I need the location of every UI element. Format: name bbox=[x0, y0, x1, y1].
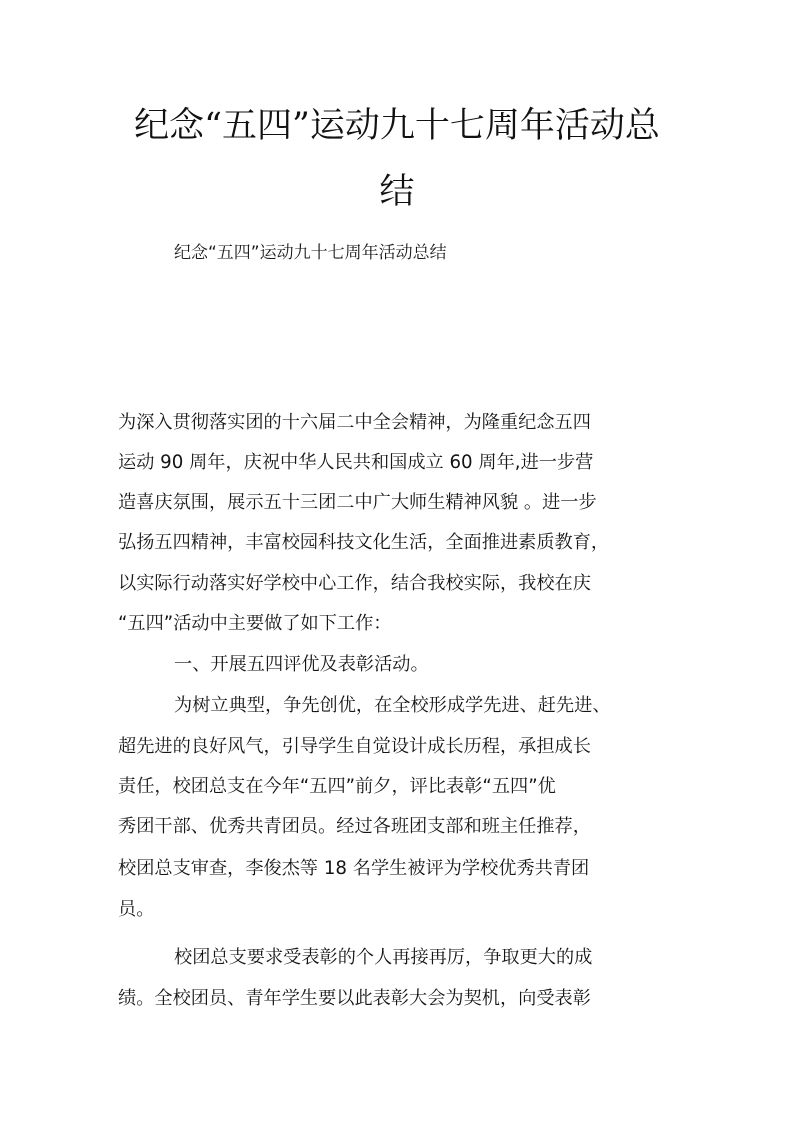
paragraph-line: 为树立典型，争先创优，在全校形成学先进、赶先进、 bbox=[174, 695, 611, 716]
paragraph-line: 以实际行动落实好学校中心工作，结合我校实际，我校在庆 bbox=[118, 573, 591, 594]
paragraph-line: 校团总支要求受表彰的个人再接再厉，争取更大的成 bbox=[174, 947, 593, 968]
section-heading: 一、开展五四评优及表彰活动。 bbox=[174, 654, 429, 675]
document-title-line-2: 结 bbox=[379, 172, 415, 212]
paragraph-line: 为深入贯彻落实团的十六届二中全会精神，为隆重纪念五四 bbox=[118, 412, 591, 433]
document-title-line-1: 纪念“五四”运动九十七周年活动总 bbox=[134, 106, 660, 146]
paragraph-line: 员。 bbox=[118, 899, 155, 920]
paragraph-line: 绩。全校团员、青年学生要以此表彰大会为契机，向受表彰 bbox=[118, 988, 591, 1009]
paragraph-line: 责任，校团总支在今年“五四”前夕，评比表彰“五四”优 bbox=[118, 776, 556, 797]
paragraph-line: 弘扬五四精神，丰富校园科技文化生活，全面推进素质教育， bbox=[118, 532, 610, 553]
paragraph-line: 秀团干部、优秀共青团员。经过各班团支部和班主任推荐， bbox=[118, 816, 591, 837]
paragraph-line: 运动 90 周年，庆祝中华人民共和国成立 60 周年,进一步营 bbox=[118, 452, 594, 473]
paragraph-line: 造喜庆氛围，展示五十三团二中广大师生精神风貌 。进一步 bbox=[118, 492, 597, 513]
document-subtitle: 纪念“五四”运动九十七周年活动总结 bbox=[174, 243, 447, 263]
paragraph-line: 超先进的良好风气，引导学生自觉设计成长历程，承担成长 bbox=[118, 736, 591, 757]
paragraph-line: “五四”活动中主要做了如下工作： bbox=[118, 613, 392, 634]
paragraph-line: 校团总支审查，李俊杰等 18 名学生被评为学校优秀共青团 bbox=[118, 858, 590, 879]
